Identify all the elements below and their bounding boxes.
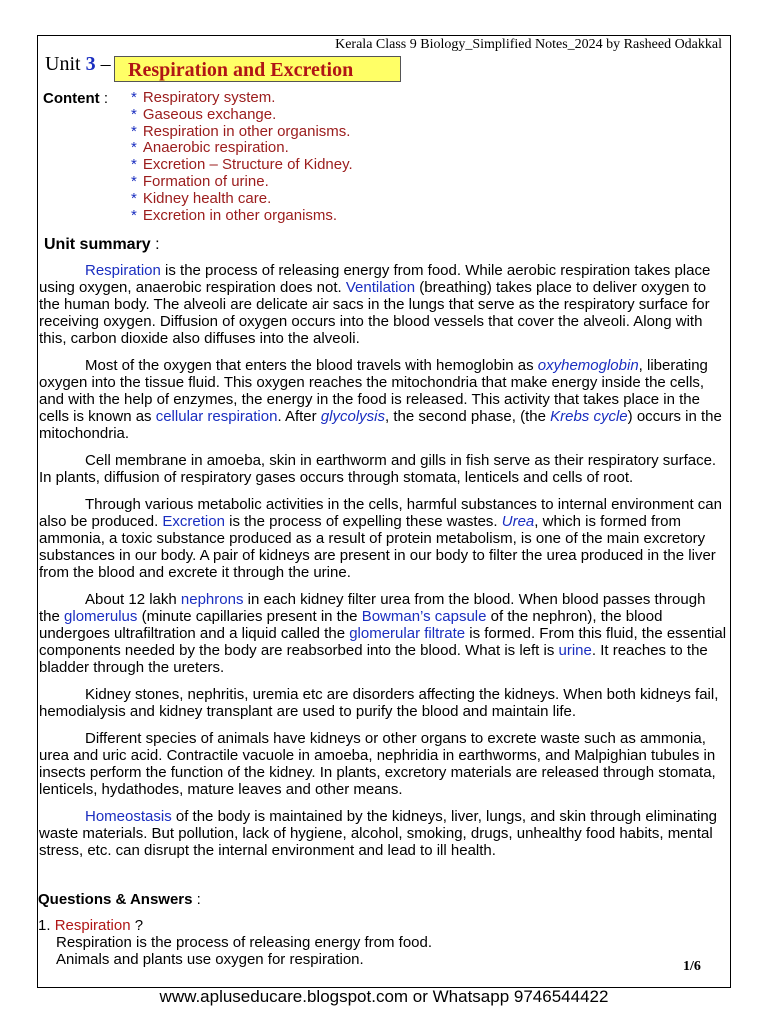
summary-title-text: Unit summary <box>44 236 151 253</box>
term-highlight: urine <box>558 642 592 659</box>
question-mark: ? <box>134 917 144 934</box>
content-item <box>131 90 353 107</box>
term-highlight: cellular respiration <box>155 408 278 425</box>
summary-colon: : <box>155 236 160 253</box>
question-number: 1. <box>38 917 51 934</box>
unit-label <box>45 53 111 76</box>
content-colon: : <box>103 90 108 107</box>
unit-number: 3 <box>85 53 96 75</box>
summary-paragraph <box>39 357 727 442</box>
summary-paragraph: Kidney stones, nephritis, uremia etc are disorders affecting the kidneys. When both kidneys fail, hemodialysis and kidney transplant are used to purify the blood and maintain life. <box>39 686 719 720</box>
summary-body <box>39 262 727 869</box>
para-text: (breathing) takes place to deliver oxygen to the human body. The alveoli are delicate air sacs in the lungs that serve as the respiratory surface for receiving oxygen. Diffusion of oxygen occurs into the blood vessels that cover the alveoli. Along with this, carbon dioxide also diffuses into the alveoli. <box>39 279 710 347</box>
para-text: (minute capillaries present in the <box>137 608 362 625</box>
question-1 <box>38 917 143 934</box>
content-item-text: Formation of urine. <box>142 172 269 190</box>
para-text: ) occurs in the mitochondria. <box>39 408 722 442</box>
term-highlight: nephrons <box>180 591 244 608</box>
term-highlight: Excretion <box>162 513 225 530</box>
summary-paragraph <box>39 591 727 676</box>
content-item-text: Excretion in other organisms. <box>142 206 338 224</box>
qa-title-text: Questions & Answers <box>38 891 193 908</box>
term-highlight: Homeostasis <box>85 808 172 825</box>
summary-paragraph <box>39 808 727 859</box>
para-text: in each kidney filter urea from the blood. When blood passes through the <box>39 591 706 625</box>
bullet-star-icon: * <box>131 105 137 123</box>
document-header: Kerala Class 9 Biology_Simplified Notes_2024 by Rasheed Odakkal <box>335 37 722 52</box>
summary-paragraph <box>39 496 727 581</box>
para-text: , which is formed from ammonia, a toxic substance produced as a result of protein metabolism, is one of the main excretory substances in our body. A pair of kidneys are present in our body to filter the urea produced in the liver from the blood and excrete it through the urine. <box>39 513 716 581</box>
term-highlight: oxyhemoglobin <box>537 357 639 374</box>
unit-summary-heading <box>44 236 160 254</box>
summary-paragraph <box>39 262 727 347</box>
content-item <box>131 191 353 208</box>
answer-line: Animals and plants use oxygen for respiration. <box>56 951 364 968</box>
content-item <box>131 124 353 141</box>
term-highlight: Respiration <box>85 262 161 279</box>
bullet-star-icon: * <box>131 172 137 190</box>
term-highlight: glycolysis <box>320 408 385 425</box>
content-item-text: Gaseous exchange. <box>142 105 277 123</box>
question-word: Respiration <box>54 917 131 934</box>
term-highlight: glomerulus <box>64 608 138 625</box>
term-highlight: Krebs cycle <box>550 408 628 425</box>
bullet-star-icon: * <box>131 206 137 224</box>
content-item <box>131 107 353 124</box>
content-item <box>131 140 353 157</box>
para-text: Most of the oxygen that enters the blood travels with hemoglobin as <box>85 357 538 374</box>
unit-dash: – <box>100 53 111 75</box>
bullet-star-icon: * <box>131 139 137 157</box>
content-label <box>43 90 108 107</box>
bullet-star-icon: * <box>131 156 137 174</box>
para-text: is formed. From this fluid, the essential components needed by the body are reabsorbed into the blood. What is left is <box>39 625 727 659</box>
term-highlight: Bowman’s capsule <box>361 608 487 625</box>
para-text: of the body is maintained by the kidneys, liver, lungs, and skin through eliminating waste materials. But pollution, lack of hygiene, alcohol, smoking, drugs, unhealthy food habits, mental stress, etc. can disrupt the internal environment and lead to ill health. <box>39 808 718 859</box>
content-list <box>131 90 353 224</box>
content-item-text: Respiration in other organisms. <box>142 122 351 140</box>
qa-colon: : <box>196 891 201 908</box>
para-text: Through various metabolic activities in the cells, harmful substances to internal environment can also be produced. <box>39 496 722 530</box>
content-item <box>131 157 353 174</box>
para-text: About 12 lakh <box>85 591 181 608</box>
content-item <box>131 174 353 191</box>
page-number: 1/6 <box>683 959 701 974</box>
content-item-text: Kidney health care. <box>142 189 272 207</box>
term-highlight: Urea <box>501 513 535 530</box>
para-text: is the process of expelling these wastes. <box>224 513 502 530</box>
unit-prefix: Unit <box>45 53 81 75</box>
summary-paragraph: Different species of animals have kidneys or other organs to excrete waste such as ammonia, urea and uric acid. Contractile vacuole in amoeba, nephridia in earthworms, and Malpighian tubules in insects perform the function of the kidney. In plants, excretory materials are released through stomata, lenticels, hydathodes, mature leaves and other means. <box>39 730 716 798</box>
qa-heading <box>38 891 201 908</box>
para-text: . It reaches to the bladder through the ureters. <box>39 642 708 676</box>
content-item <box>131 208 353 225</box>
para-text: is the process of releasing energy from food. While aerobic respiration takes place using oxygen, anaerobic respiration does not. <box>39 262 711 296</box>
content-label-text: Content <box>43 90 100 107</box>
content-item-text: Anaerobic respiration. <box>142 139 289 157</box>
content-item-text: Respiratory system. <box>142 89 276 106</box>
term-highlight: glomerular filtrate <box>349 625 466 642</box>
answer-line: Respiration is the process of releasing energy from food. <box>56 934 433 951</box>
term-highlight: Ventilation <box>345 279 416 296</box>
bullet-star-icon: * <box>131 89 137 106</box>
bullet-star-icon: * <box>131 189 137 207</box>
footer-link[interactable]: www.apluseducare.blogspot.com or Whatsapp 9746544422 <box>159 987 609 1006</box>
unit-title: Respiration and Excretion <box>114 56 401 82</box>
para-text: , liberating oxygen into the tissue fluid. This oxygen reaches the mitochondria that make energy inside the cells, and with the help of enzymes, the energy in the food is released. This activity that takes place in the cells is known as <box>39 357 708 425</box>
para-text: , the second phase, (the <box>385 408 551 425</box>
para-text: of the nephron), the blood undergoes ultrafiltration and a liquid called the <box>39 608 663 642</box>
content-item-text: Excretion – Structure of Kidney. <box>142 156 353 174</box>
bullet-star-icon: * <box>131 122 137 140</box>
para-text: . After <box>277 408 321 425</box>
summary-paragraph: Cell membrane in amoeba, skin in earthworm and gills in fish serve as their respiratory surface. In plants, diffusion of respiratory gases occurs through stomata, lenticels and cells of root. <box>39 452 717 486</box>
